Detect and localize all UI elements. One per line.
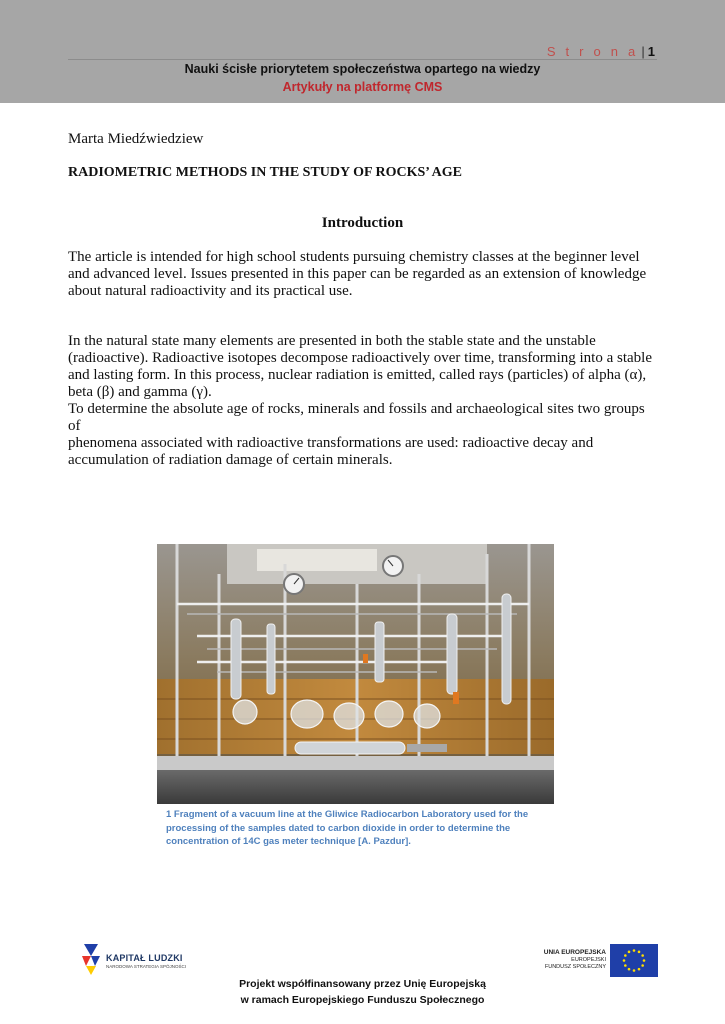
footer-line: Projekt współfinansowany przez Unię Europejską	[239, 978, 486, 990]
section-heading: Introduction	[321, 215, 404, 231]
eu-flag-icon	[610, 944, 658, 977]
eu-fund-line: EUROPEJSKI	[571, 956, 606, 963]
page-number: 1	[647, 44, 655, 59]
eu-fund-line: FUNDUSZ SPOŁECZNY	[544, 964, 606, 970]
eu-logo-text	[544, 949, 606, 972]
header-title: Nauki ścisłe priorytetem społeczeństwa opartego na wiedzy	[184, 62, 541, 76]
paragraph-line: In the natural state many elements are presented in both the stable state and the unstable	[68, 333, 596, 349]
paragraph-line: To determine the absolute age of rocks, minerals and fossils and archaeological sites two groups of	[68, 401, 645, 434]
figure-caption	[166, 808, 546, 849]
paragraph-line: beta (β) and gamma (γ).	[68, 384, 212, 400]
eu-star-icon	[624, 954, 627, 957]
vacuum-line-photo	[157, 544, 554, 804]
eu-star-icon	[633, 949, 636, 952]
kapital-ludzki-logo	[80, 942, 190, 976]
paragraph-line: and lasting form. In this process, nuclear radiation is emitted, called rays (particles) of alpha (α),	[68, 367, 647, 383]
caption-line: concentration of 14C gas meter technique [A. Pazdur].	[166, 836, 411, 847]
paragraph-line: (radioactive). Radioactive isotopes decompose radioactively over time, transforming into a stable	[68, 350, 652, 366]
intro-paragraph: The article is intended for high school students pursuing chemistry classes at the beginner level and advanced level. Issues presented in this paper can be regarded as an extension of knowledge about natural radioactivity and its practical use.	[68, 249, 647, 299]
kapital-ludzki-name: KAPITAŁ LUDZKI	[106, 953, 183, 963]
page-number-label	[547, 44, 655, 59]
eu-star-icon	[638, 968, 641, 971]
footer-line: w ramach Europejskiego Funduszu Społecznego	[240, 994, 485, 1006]
eu-logo	[528, 944, 658, 978]
page-header	[0, 0, 725, 103]
eu-star-icon	[624, 964, 627, 967]
footer-funding-note	[0, 976, 725, 1008]
kapital-ludzki-subtitle: NARODOWA STRATEGIA SPÓJNOŚCI	[106, 964, 187, 969]
eu-name: UNIA EUROPEJSKA	[543, 949, 606, 956]
eu-star-icon	[633, 969, 636, 972]
page-number-separator: |	[641, 44, 645, 59]
eu-star-icon	[628, 968, 631, 971]
caption-line: 1 Fragment of a vacuum line at the Gliwice Radiocarbon Laboratory used for the	[166, 809, 529, 820]
kapital-ludzki-mark-icon	[80, 942, 102, 976]
paragraph-line: accumulation of radiation damage of certain minerals.	[68, 452, 393, 468]
caption-line: processing of the samples dated to carbon dioxide in order to determine the	[166, 822, 511, 834]
body-paragraph	[68, 333, 658, 469]
eu-star-icon	[641, 954, 644, 957]
strona-label: S t r o n a	[546, 44, 639, 59]
eu-star-icon	[638, 951, 641, 954]
paragraph-line: phenomena associated with radioactive transformations are used: radioactive decay and	[68, 435, 594, 451]
author-name: Marta Miedźwiedziew	[68, 131, 204, 147]
header-divider	[68, 59, 657, 60]
article-title: RADIOMETRIC METHODS IN THE STUDY OF ROCKS’ AGE	[68, 165, 462, 180]
eu-star-icon	[628, 951, 631, 954]
header-subtitle: Artykuły na platformę CMS	[282, 80, 443, 94]
eu-star-icon	[643, 959, 646, 962]
eu-star-icon	[641, 964, 644, 967]
eu-star-icon	[623, 959, 626, 962]
